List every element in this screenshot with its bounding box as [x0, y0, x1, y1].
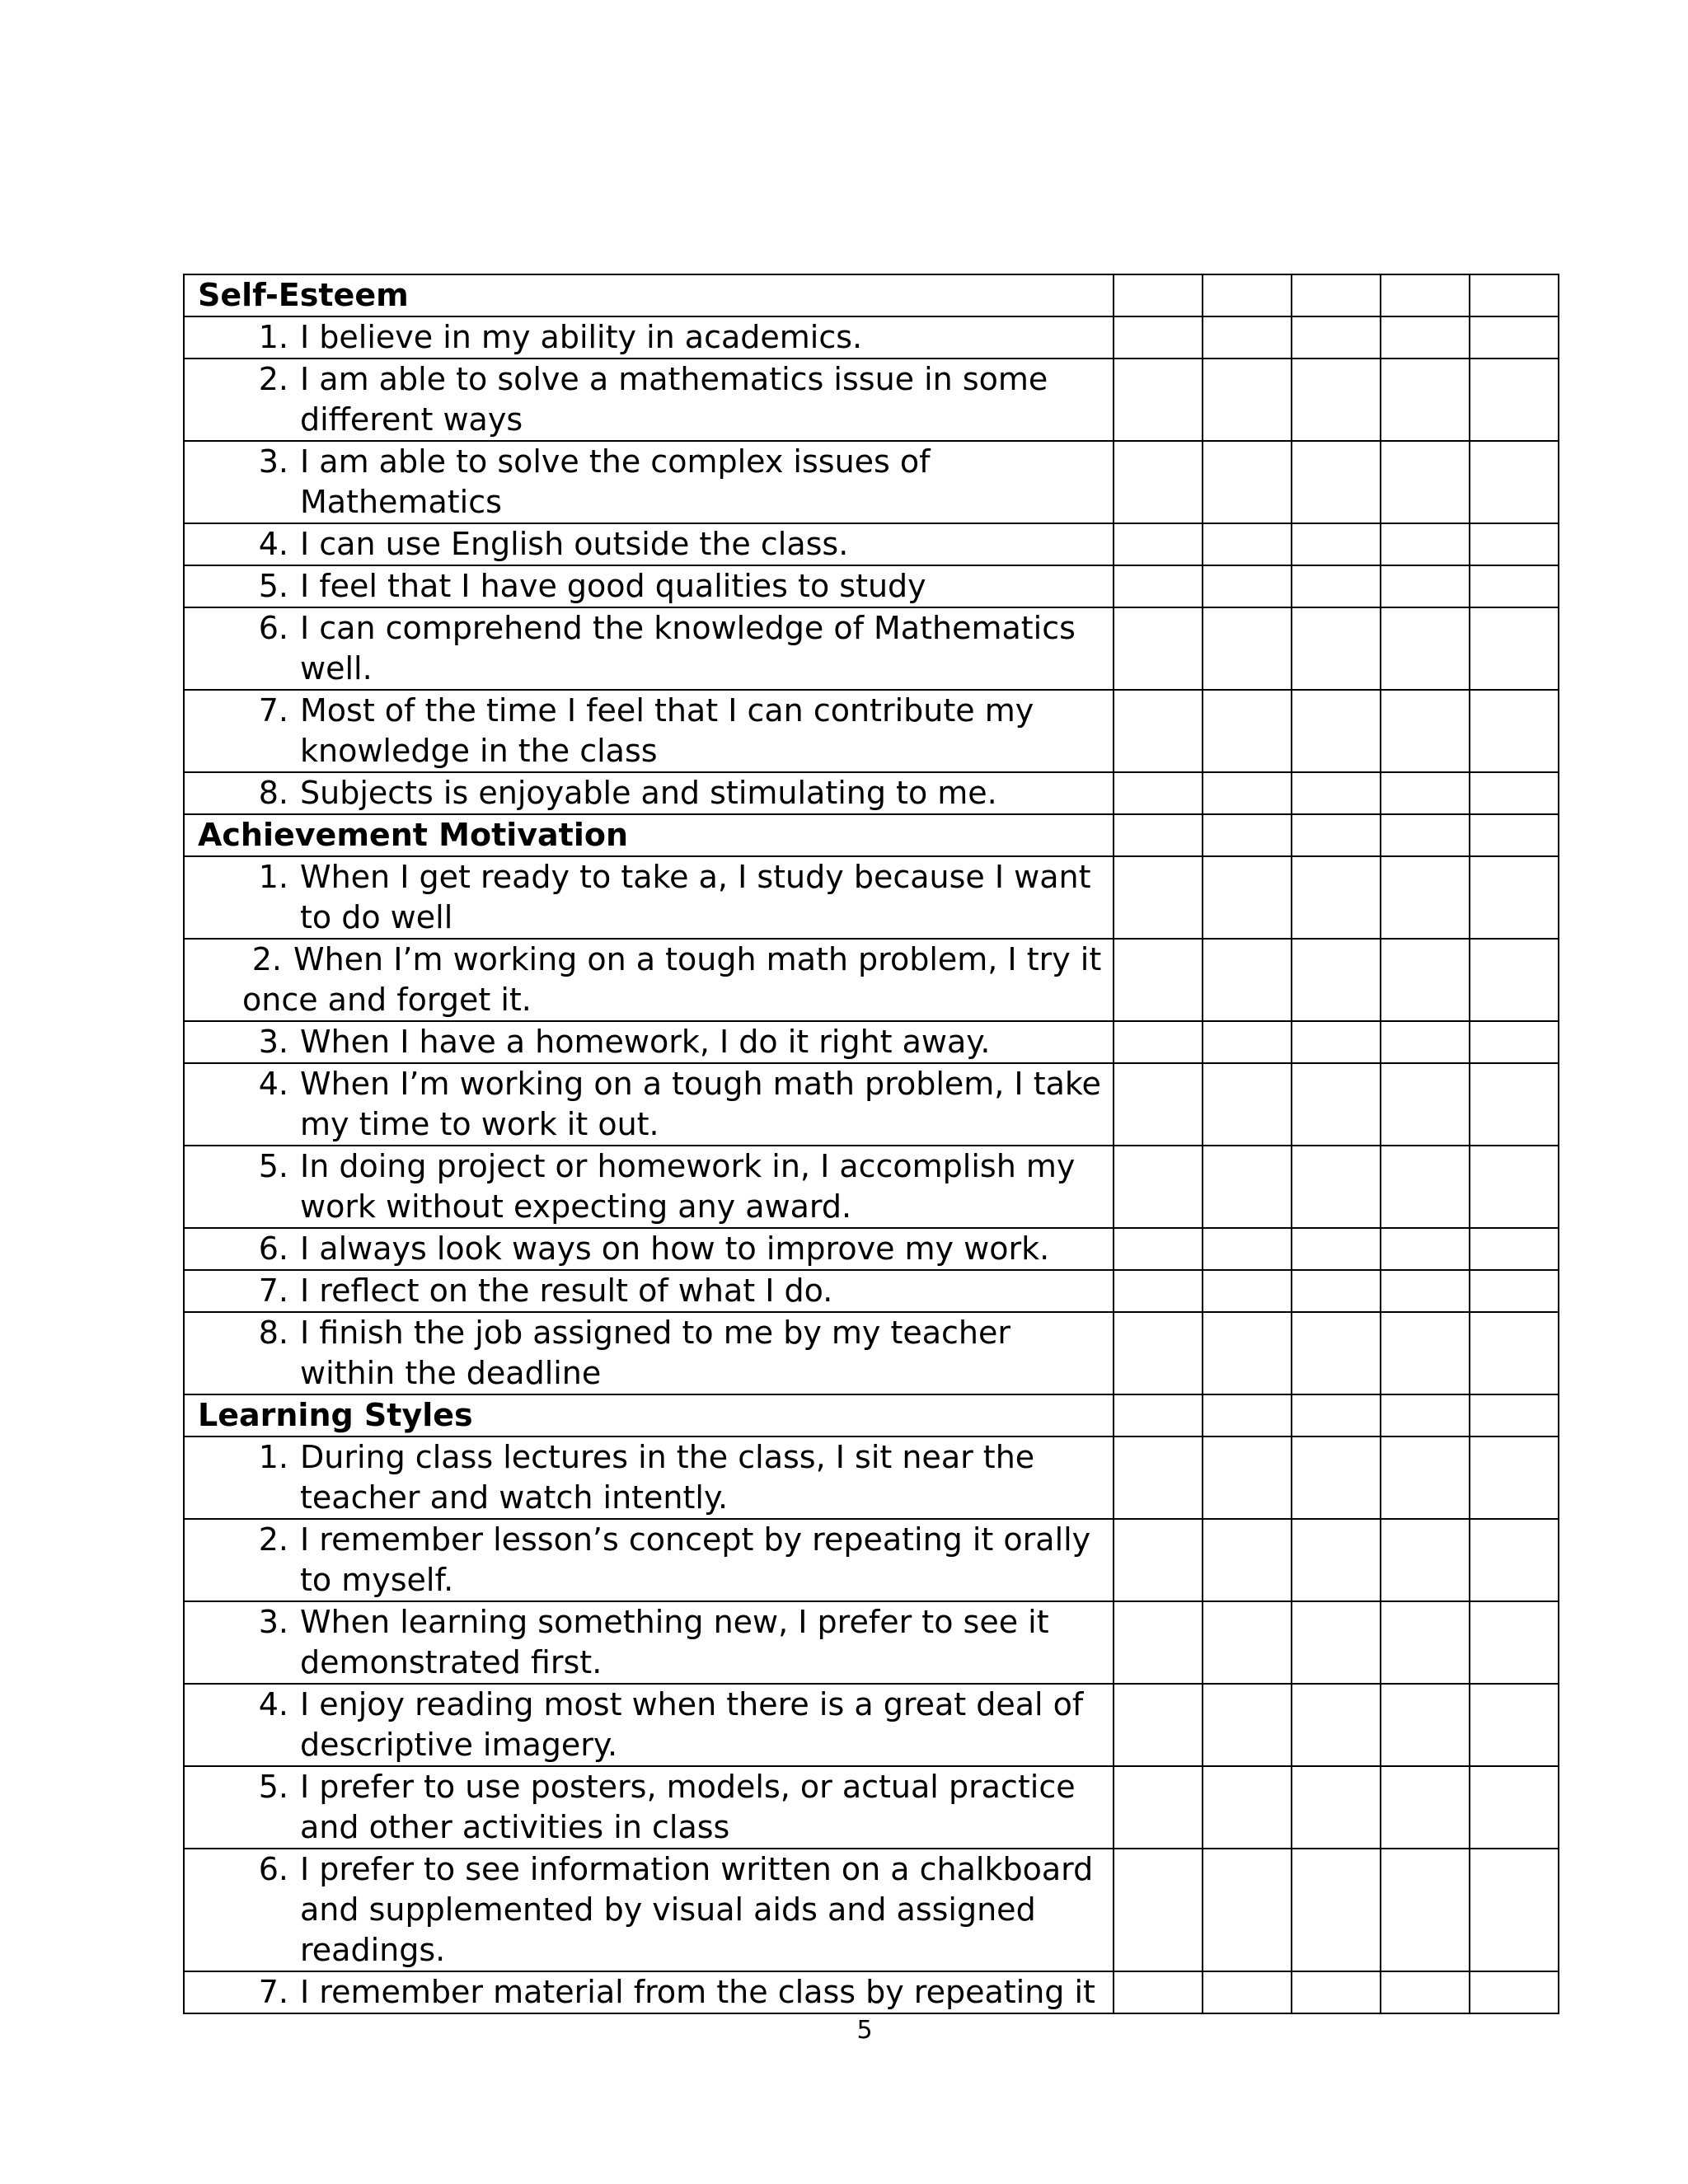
rating-cell[interactable] [1381, 1436, 1470, 1519]
rating-cell[interactable] [1381, 1270, 1470, 1312]
rating-cell[interactable] [1292, 1146, 1381, 1228]
rating-cell[interactable] [1114, 1601, 1203, 1684]
rating-cell[interactable] [1114, 1312, 1203, 1394]
rating-cell[interactable] [1203, 1971, 1292, 2013]
item-cell [184, 1312, 1114, 1394]
rating-cell[interactable] [1381, 1601, 1470, 1684]
item-text: I can comprehend the knowledge of Mathematics well. [300, 610, 1076, 687]
section-title: Achievement Motivation [198, 817, 629, 853]
rating-cell[interactable] [1381, 856, 1470, 939]
rating-cell[interactable] [1114, 1270, 1203, 1312]
item-number: 1. [258, 319, 288, 355]
item-number: 1. [258, 859, 288, 895]
rating-cell[interactable] [1292, 772, 1381, 814]
rating-cell[interactable] [1470, 1849, 1559, 1971]
rating-cell[interactable] [1292, 1766, 1381, 1849]
item-cell [184, 565, 1114, 607]
rating-cell[interactable] [1292, 690, 1381, 772]
rating-cell[interactable] [1114, 274, 1203, 316]
item-row [184, 772, 1559, 814]
item-cell [184, 1146, 1114, 1228]
item-cell [184, 1228, 1114, 1270]
rating-cell[interactable] [1470, 1063, 1559, 1146]
rating-cell[interactable] [1470, 939, 1559, 1021]
item-text: I prefer to use posters, models, or actual practice and other activities in class [300, 1769, 1076, 1845]
rating-cell[interactable] [1470, 1270, 1559, 1312]
item-row [184, 607, 1559, 690]
rating-cell[interactable] [1470, 1684, 1559, 1766]
item-row [184, 1270, 1559, 1312]
item-row [184, 1146, 1559, 1228]
rating-cell[interactable] [1203, 939, 1292, 1021]
rating-cell[interactable] [1203, 1228, 1292, 1270]
item-cell [184, 523, 1114, 565]
rating-cell[interactable] [1470, 1601, 1559, 1684]
rating-cell[interactable] [1381, 1971, 1470, 2013]
section-header-row [184, 814, 1559, 856]
item-row [184, 441, 1559, 523]
rating-cell[interactable] [1381, 1519, 1470, 1601]
rating-cell[interactable] [1381, 814, 1470, 856]
item-row [184, 316, 1559, 359]
rating-cell[interactable] [1114, 690, 1203, 772]
item-cell [184, 856, 1114, 939]
item-cell [184, 359, 1114, 441]
rating-cell[interactable] [1292, 565, 1381, 607]
item-cell [184, 1270, 1114, 1312]
rating-cell[interactable] [1292, 441, 1381, 523]
rating-cell[interactable] [1381, 690, 1470, 772]
rating-cell[interactable] [1381, 1146, 1470, 1228]
item-text: I prefer to see information written on a chalkboard and supplemented by visual aids and assigned readings. [300, 1851, 1094, 1968]
item-row [184, 1228, 1559, 1270]
item-row [184, 1021, 1559, 1063]
item-text: I always look ways on how to improve my work. [300, 1230, 1050, 1267]
rating-cell[interactable] [1114, 523, 1203, 565]
rating-cell[interactable] [1114, 565, 1203, 607]
item-text: I reflect on the result of what I do. [300, 1272, 833, 1309]
item-number: 5. [258, 1148, 288, 1184]
rating-cell[interactable] [1470, 772, 1559, 814]
rating-cell[interactable] [1203, 1312, 1292, 1394]
rating-cell[interactable] [1292, 1601, 1381, 1684]
item-number: 4. [258, 1686, 288, 1722]
item-number: 7. [258, 1974, 288, 2010]
item-cell [184, 1519, 1114, 1601]
rating-cell[interactable] [1381, 772, 1470, 814]
rating-cell[interactable] [1114, 1971, 1203, 2013]
item-cell [184, 1684, 1114, 1766]
rating-cell[interactable] [1292, 814, 1381, 856]
item-cell [184, 690, 1114, 772]
item-cell [184, 316, 1114, 359]
item-number: 8. [258, 1315, 288, 1351]
rating-cell[interactable] [1381, 1849, 1470, 1971]
item-cell [184, 1971, 1114, 2013]
rating-cell[interactable] [1381, 565, 1470, 607]
item-text: I can use English outside the class. [300, 526, 849, 562]
rating-cell[interactable] [1470, 1228, 1559, 1270]
item-row [184, 1971, 1559, 2013]
questionnaire-table [183, 274, 1559, 2014]
rating-cell[interactable] [1381, 316, 1470, 359]
rating-cell[interactable] [1292, 1270, 1381, 1312]
rating-cell[interactable] [1292, 1849, 1381, 1971]
item-cell [184, 1063, 1114, 1146]
item-number: 3. [258, 1024, 288, 1060]
item-number: 6. [258, 1851, 288, 1887]
item-text: I am able to solve a mathematics issue in some different ways [300, 361, 1048, 438]
rating-cell[interactable] [1203, 441, 1292, 523]
rating-cell[interactable] [1114, 814, 1203, 856]
item-cell [184, 1021, 1114, 1063]
rating-cell[interactable] [1203, 1519, 1292, 1601]
section-title: Self-Esteem [198, 277, 409, 313]
item-number: 6. [258, 1230, 288, 1267]
rating-cell[interactable] [1203, 1146, 1292, 1228]
rating-cell[interactable] [1292, 316, 1381, 359]
rating-cell[interactable] [1114, 1519, 1203, 1601]
rating-cell[interactable] [1203, 1063, 1292, 1146]
item-number: 3. [258, 1604, 288, 1640]
rating-cell[interactable] [1381, 1394, 1470, 1436]
item-cell [184, 772, 1114, 814]
section-title-cell [184, 814, 1114, 856]
item-number: 6. [258, 610, 288, 646]
rating-cell[interactable] [1114, 1684, 1203, 1766]
item-text: I am able to solve the complex issues of Mathematics [300, 443, 931, 520]
item-text: When I get ready to take a, I study because I want to do well [300, 859, 1091, 935]
rating-cell[interactable] [1470, 565, 1559, 607]
section-header-row [184, 1394, 1559, 1436]
item-number: 7. [258, 692, 288, 729]
rating-cell[interactable] [1114, 772, 1203, 814]
rating-cell[interactable] [1114, 441, 1203, 523]
item-row [184, 1766, 1559, 1849]
item-text: When I’m working on a tough math problem, I take my time to work it out. [300, 1066, 1101, 1142]
rating-cell[interactable] [1114, 1436, 1203, 1519]
rating-cell[interactable] [1114, 1063, 1203, 1146]
rating-cell[interactable] [1470, 607, 1559, 690]
rating-cell[interactable] [1381, 359, 1470, 441]
rating-cell[interactable] [1114, 607, 1203, 690]
item-number: 5. [258, 1769, 288, 1805]
item-row [184, 939, 1559, 1021]
item-text: In doing project or homework in, I accomplish my work without expecting any award. [300, 1148, 1076, 1225]
rating-cell[interactable] [1114, 1228, 1203, 1270]
item-number: 2. [258, 1521, 288, 1558]
rating-cell[interactable] [1381, 523, 1470, 565]
rating-cell[interactable] [1203, 523, 1292, 565]
rating-cell[interactable] [1470, 1312, 1559, 1394]
rating-cell[interactable] [1470, 1394, 1559, 1436]
item-cell [184, 1601, 1114, 1684]
item-number: 2. [251, 941, 282, 977]
item-row [184, 690, 1559, 772]
rating-cell[interactable] [1203, 690, 1292, 772]
rating-cell[interactable] [1470, 1766, 1559, 1849]
rating-cell[interactable] [1381, 1228, 1470, 1270]
rating-cell[interactable] [1203, 565, 1292, 607]
rating-cell[interactable] [1292, 1063, 1381, 1146]
rating-cell[interactable] [1292, 274, 1381, 316]
item-text: During class lectures in the class, I sit near the teacher and watch intently. [300, 1439, 1035, 1516]
rating-cell[interactable] [1470, 441, 1559, 523]
rating-cell[interactable] [1470, 1021, 1559, 1063]
rating-cell[interactable] [1203, 772, 1292, 814]
section-title-cell [184, 274, 1114, 316]
item-number: 7. [258, 1272, 288, 1309]
rating-cell[interactable] [1114, 939, 1203, 1021]
rating-cell[interactable] [1470, 274, 1559, 316]
rating-cell[interactable] [1203, 1436, 1292, 1519]
section-header-row [184, 274, 1559, 316]
rating-cell[interactable] [1203, 856, 1292, 939]
rating-cell[interactable] [1292, 1436, 1381, 1519]
item-row [184, 1601, 1559, 1684]
rating-cell[interactable] [1292, 939, 1381, 1021]
item-row [184, 856, 1559, 939]
item-text: When I’m working on a tough math problem, I try it once and forget it. [242, 941, 1102, 1018]
item-number: 4. [258, 1066, 288, 1102]
rating-cell[interactable] [1203, 1394, 1292, 1436]
item-number: 2. [258, 361, 288, 397]
rating-cell[interactable] [1114, 1021, 1203, 1063]
rating-cell[interactable] [1470, 1971, 1559, 2013]
item-text: Subjects is enjoyable and stimulating to me. [300, 775, 997, 811]
item-row [184, 1063, 1559, 1146]
item-cell [184, 607, 1114, 690]
rating-cell[interactable] [1381, 607, 1470, 690]
rating-cell[interactable] [1292, 1394, 1381, 1436]
rating-cell[interactable] [1292, 1971, 1381, 2013]
rating-cell[interactable] [1203, 814, 1292, 856]
rating-cell[interactable] [1381, 441, 1470, 523]
item-cell [184, 1766, 1114, 1849]
rating-cell[interactable] [1114, 1394, 1203, 1436]
rating-cell[interactable] [1292, 1519, 1381, 1601]
item-row [184, 1436, 1559, 1519]
rating-cell[interactable] [1203, 607, 1292, 690]
rating-cell[interactable] [1203, 359, 1292, 441]
rating-cell[interactable] [1203, 1766, 1292, 1849]
item-text: I enjoy reading most when there is a great deal of descriptive imagery. [300, 1686, 1084, 1763]
rating-cell[interactable] [1292, 523, 1381, 565]
item-cell [184, 1849, 1114, 1971]
rating-cell[interactable] [1381, 1766, 1470, 1849]
item-text: I remember material from the class by repeating it [300, 1974, 1095, 2010]
section-title-cell [184, 1394, 1114, 1436]
item-row [184, 1684, 1559, 1766]
item-text: When I have a homework, I do it right away. [300, 1024, 991, 1060]
item-text: I remember lesson’s concept by repeating it orally to myself. [300, 1521, 1091, 1598]
rating-cell[interactable] [1470, 523, 1559, 565]
rating-cell[interactable] [1381, 1312, 1470, 1394]
rating-cell[interactable] [1203, 316, 1292, 359]
item-row [184, 565, 1559, 607]
rating-cell[interactable] [1470, 316, 1559, 359]
rating-cell[interactable] [1292, 1312, 1381, 1394]
rating-cell[interactable] [1114, 359, 1203, 441]
rating-cell[interactable] [1470, 856, 1559, 939]
item-text: When learning something new, I prefer to see it demonstrated first. [300, 1604, 1049, 1680]
item-row [184, 1849, 1559, 1971]
item-number: 3. [258, 443, 288, 480]
rating-cell[interactable] [1381, 1684, 1470, 1766]
rating-cell[interactable] [1203, 1021, 1292, 1063]
rating-cell[interactable] [1114, 1766, 1203, 1849]
section-title: Learning Styles [198, 1397, 473, 1433]
rating-cell[interactable] [1114, 1146, 1203, 1228]
rating-cell[interactable] [1292, 1684, 1381, 1766]
rating-cell[interactable] [1381, 1021, 1470, 1063]
item-row [184, 1312, 1559, 1394]
rating-cell[interactable] [1203, 1684, 1292, 1766]
item-number: 4. [258, 526, 288, 562]
page-number: 5 [856, 2016, 873, 2045]
item-number: 1. [258, 1439, 288, 1475]
item-text: I feel that I have good qualities to study [300, 568, 926, 604]
rating-cell[interactable] [1292, 1021, 1381, 1063]
rating-cell[interactable] [1292, 359, 1381, 441]
rating-cell[interactable] [1470, 1436, 1559, 1519]
rating-cell[interactable] [1292, 607, 1381, 690]
rating-cell[interactable] [1203, 1601, 1292, 1684]
rating-cell[interactable] [1203, 274, 1292, 316]
item-row [184, 1519, 1559, 1601]
rating-cell[interactable] [1292, 1228, 1381, 1270]
rating-cell[interactable] [1203, 1849, 1292, 1971]
rating-cell[interactable] [1292, 856, 1381, 939]
rating-cell[interactable] [1114, 1849, 1203, 1971]
rating-cell[interactable] [1381, 1063, 1470, 1146]
rating-cell[interactable] [1470, 814, 1559, 856]
item-text: Most of the time I feel that I can contribute my knowledge in the class [300, 692, 1034, 769]
rating-cell[interactable] [1381, 274, 1470, 316]
item-cell [184, 1436, 1114, 1519]
item-cell [184, 441, 1114, 523]
item-number: 5. [258, 568, 288, 604]
rating-cell[interactable] [1470, 1519, 1559, 1601]
rating-cell[interactable] [1203, 1270, 1292, 1312]
item-cell [184, 939, 1114, 1021]
item-row [184, 359, 1559, 441]
item-text: I believe in my ability in academics. [300, 319, 863, 355]
item-row [184, 523, 1559, 565]
item-text: I finish the job assigned to me by my teacher within the deadline [300, 1315, 1011, 1391]
item-number: 8. [258, 775, 288, 811]
rating-cell[interactable] [1470, 359, 1559, 441]
rating-cell[interactable] [1381, 939, 1470, 1021]
rating-cell[interactable] [1470, 1146, 1559, 1228]
rating-cell[interactable] [1470, 690, 1559, 772]
rating-cell[interactable] [1114, 856, 1203, 939]
rating-cell[interactable] [1114, 316, 1203, 359]
